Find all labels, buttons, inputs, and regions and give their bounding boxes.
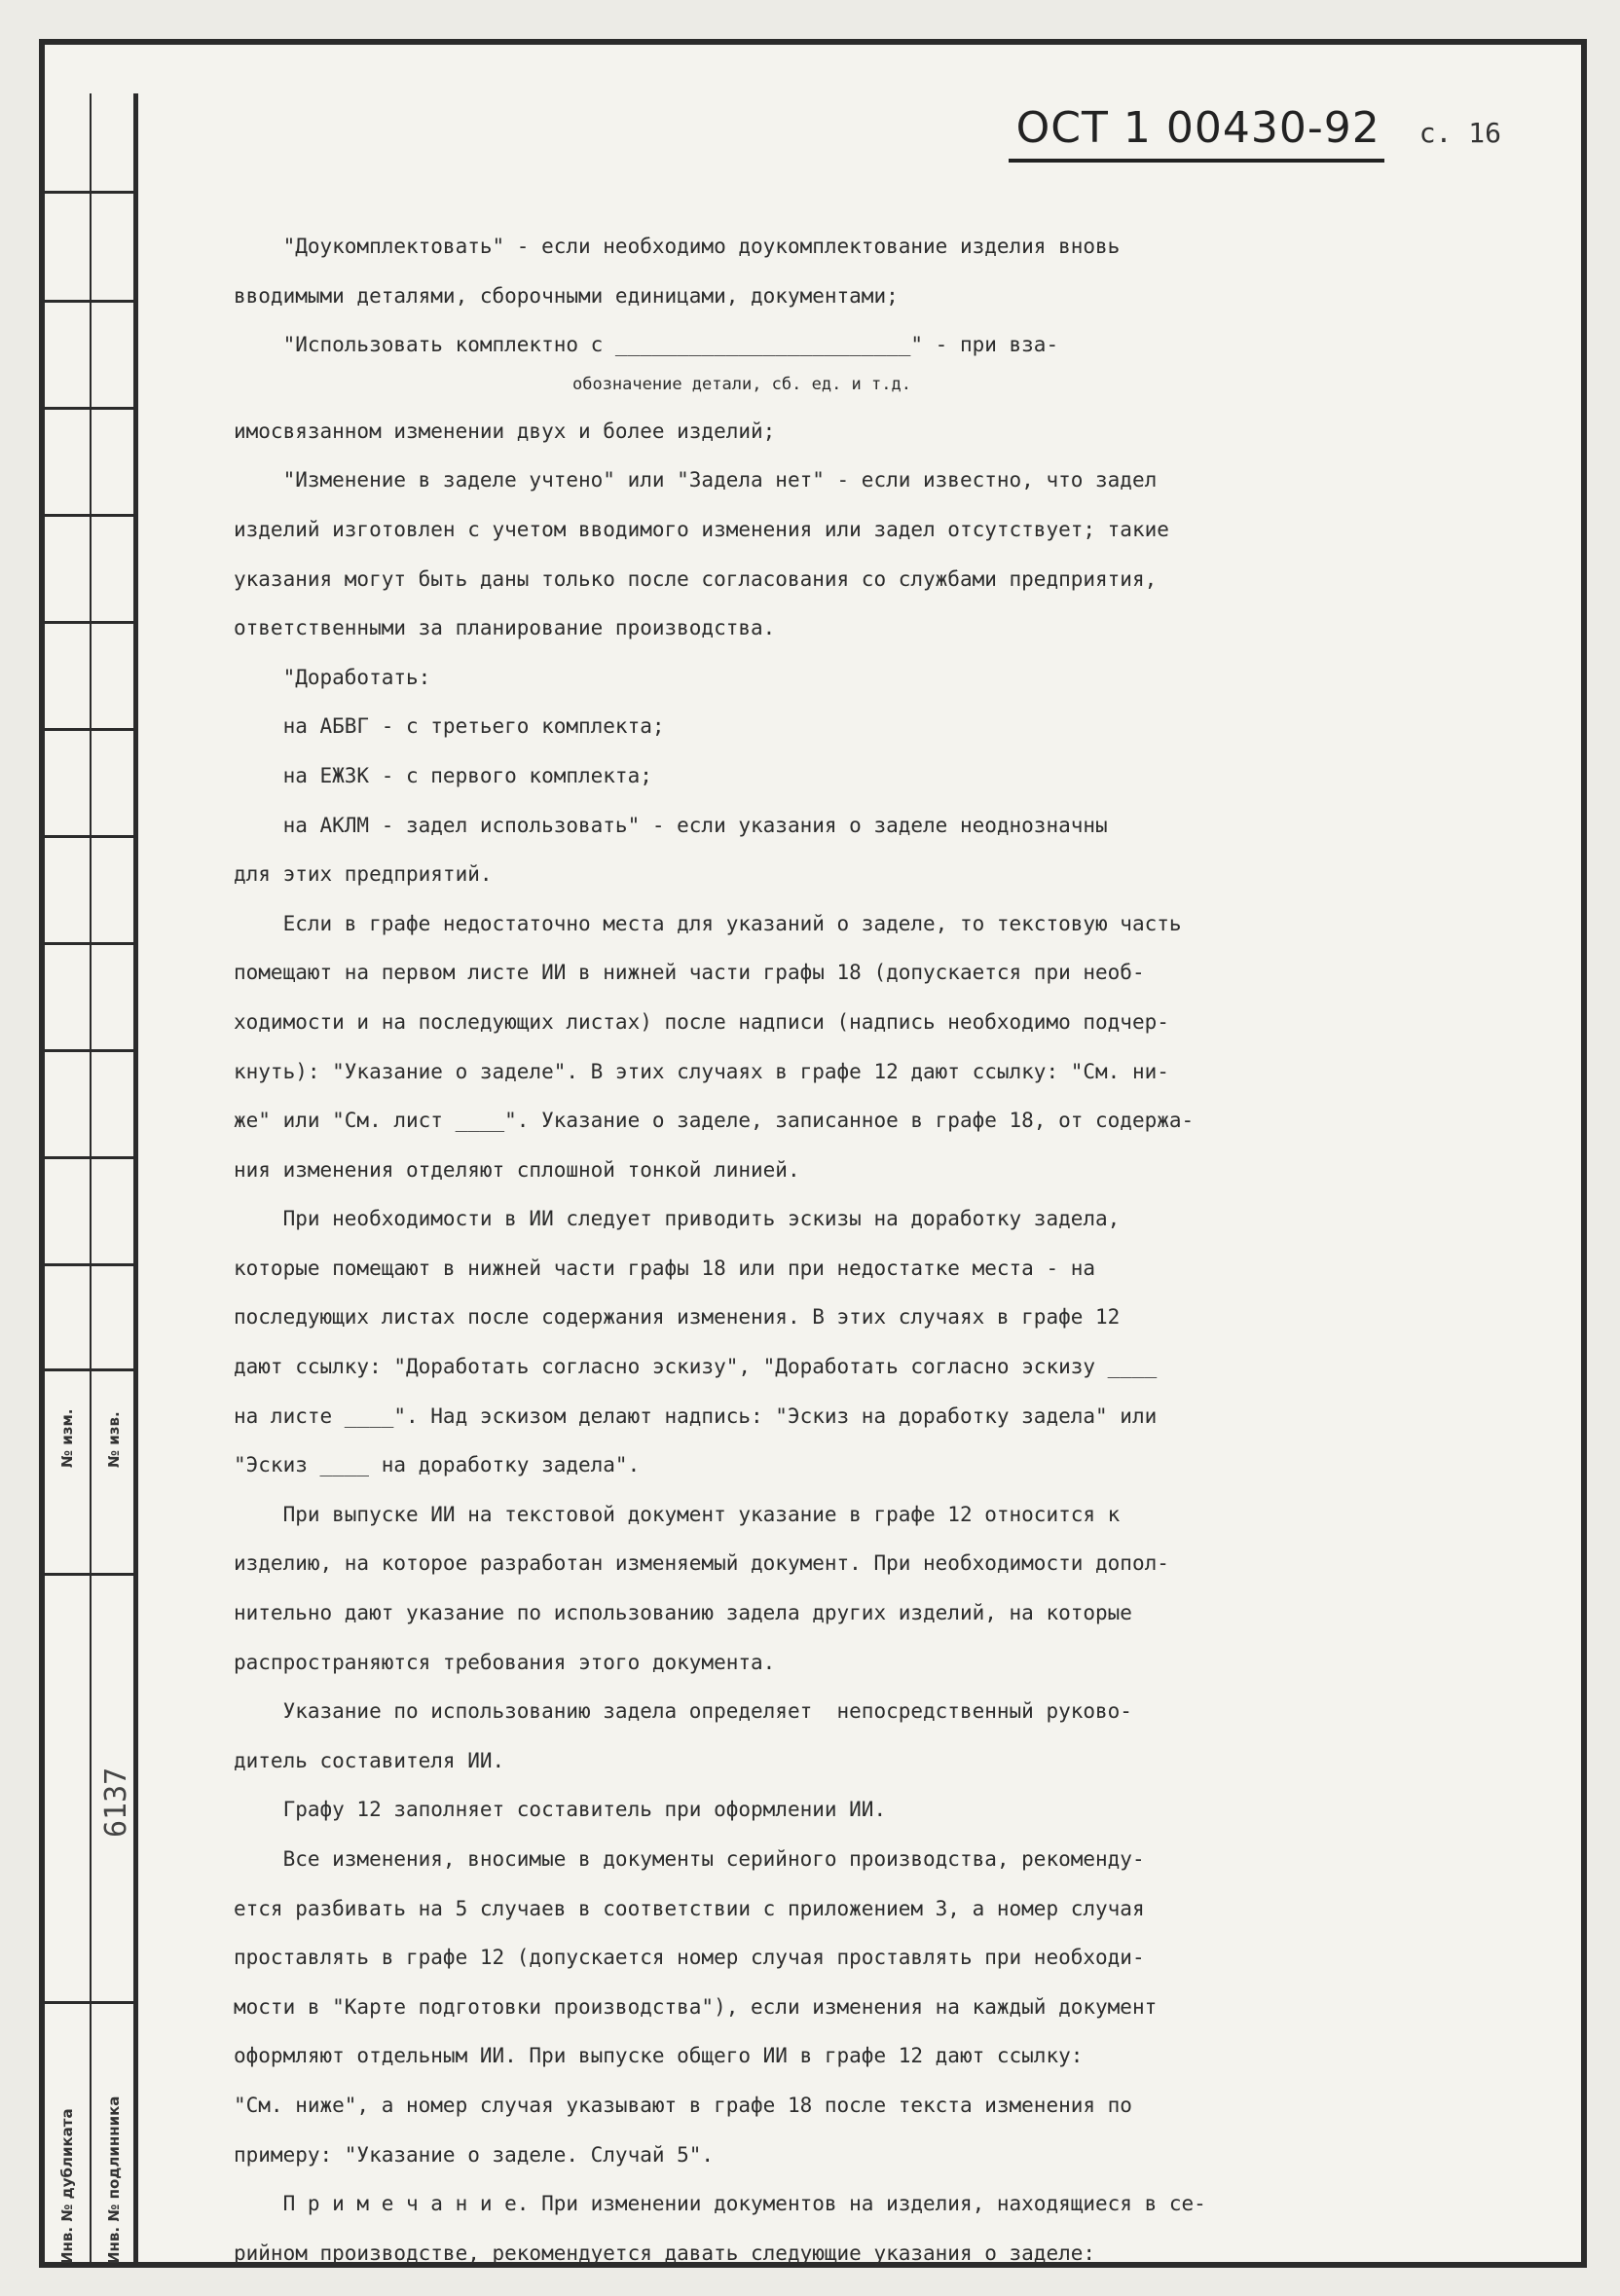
text-line: При необходимости в ИИ следует приводить эскизы на доработку задела,: [234, 1207, 1121, 1231]
text-line: "Использовать комплектно с ________________________" - при вза-: [234, 333, 1059, 357]
text-line: на листе ____". Над эскизом делают надпись: "Эскиз на доработку задела" или: [234, 1403, 1158, 1428]
frame-column-divider: [90, 93, 92, 2262]
text-line: обозначение детали, сб. ед. и т.д.: [234, 374, 911, 394]
text-line: ется разбивать на 5 случаев в соответствии с приложением 3, а номер случая: [234, 1896, 1145, 1920]
left-stamp-frame: [45, 93, 138, 2262]
text-line: которые помещают в нижней части графы 18 или при недостатке места - на: [234, 1256, 1096, 1280]
text-line: оформляют отдельным ИИ. При выпуске общего ИИ в графе 12 дают ссылку:: [234, 2044, 1084, 2068]
text-line: указания могут быть даны только после согласования со службами предприятия,: [234, 566, 1158, 591]
text-line: При выпуске ИИ на текстовой документ указание в графе 12 относится к: [234, 1502, 1121, 1526]
text-line: на ЕЖЗК - с первого комплекта;: [234, 763, 652, 787]
frame-row-divider: [45, 1573, 138, 1576]
page-number: с. 16: [1418, 117, 1501, 149]
text-line: дитель составителя ИИ.: [234, 1748, 505, 1772]
text-line: же" или "См. лист ____". Указание о заделе, записанное в графе 18, от содержа-: [234, 1109, 1195, 1133]
text-line: Все изменения, вносимые в документы серийного производства, рекоменду-: [234, 1847, 1145, 1871]
label-inv-duplicate: Инв. № дубликата: [58, 2108, 76, 2264]
text-line: помещают на первом листе ИИ в нижней части графы 18 (допускается при необ-: [234, 961, 1145, 985]
frame-row-divider: [45, 1156, 138, 1159]
text-line: кнуть): "Указание о заделе". В этих случаях в графе 12 дают ссылку: "См. ни-: [234, 1059, 1169, 1083]
frame-row-divider: [45, 514, 138, 517]
text-line: изделий изготовлен с учетом вводимого изменения или задел отсутствует; такие: [234, 517, 1169, 541]
text-line: "См. ниже", а номер случая указывают в графе 18 после текста изменения по: [234, 2093, 1132, 2117]
text-line: имосвязанном изменении двух и более изделий;: [234, 419, 776, 443]
text-line: "Доработать:: [234, 665, 431, 689]
text-line: ходимости и на последующих листах) после надписи (надпись необходимо подчер-: [234, 1009, 1169, 1034]
frame-row-divider: [45, 407, 138, 410]
frame-row-divider: [45, 1263, 138, 1266]
text-line: мости в "Карте подготовки производства"), если изменения на каждый документ: [234, 1994, 1158, 2019]
text-line: ответственными за планирование производства.: [234, 616, 776, 640]
frame-row-divider: [45, 728, 138, 731]
label-izv: № изв.: [105, 1411, 123, 1468]
inventory-number: 6137: [99, 1767, 133, 1838]
text-line: П р и м е ч а н и е. При изменении документов на изделия, находящиеся в се-: [234, 2192, 1206, 2216]
text-line: на АБВГ - с третьего комплекта;: [234, 714, 665, 739]
frame-row-divider: [45, 621, 138, 624]
text-line: Графу 12 заполняет составитель при оформлении ИИ.: [234, 1798, 887, 1822]
label-inv-original: Инв. № подлинника: [105, 2096, 123, 2264]
text-line: "Эскиз ____ на доработку задела".: [234, 1453, 641, 1477]
frame-row-divider: [45, 835, 138, 838]
frame-row-divider: [45, 2001, 138, 2004]
text-line: дают ссылку: "Доработать согласно эскизу", "Доработать согласно эскизу ____: [234, 1355, 1158, 1379]
frame-row-divider: [45, 300, 138, 303]
text-line: проставлять в графе 12 (допускается номер случая проставлять при необходи-: [234, 1946, 1145, 1970]
text-line: для этих предприятий.: [234, 862, 493, 887]
text-line: изделию, на которое разработан изменяемый документ. При необходимости допол-: [234, 1551, 1169, 1576]
text-line: последующих листах после содержания изменения. В этих случаях в графе 12: [234, 1305, 1121, 1330]
label-izm: № изм.: [58, 1408, 76, 1468]
frame-row-divider: [45, 1049, 138, 1052]
frame-row-divider: [45, 1368, 138, 1371]
text-line: Если в графе недостаточно места для указаний о заделе, то текстовую часть: [234, 911, 1182, 935]
page-header: [1009, 103, 1501, 163]
frame-row-divider: [45, 942, 138, 945]
text-line: примеру: "Указание о заделе. Случай 5".: [234, 2142, 715, 2167]
text-line: вводимыми деталями, сборочными единицами, документами;: [234, 283, 899, 308]
text-line: "Доукомплектовать" - если необходимо доукомплектование изделия вновь: [234, 235, 1121, 258]
text-line: рийном производстве, рекомендуется давать следующие указания о заделе:: [234, 2241, 1096, 2265]
document-body: [234, 222, 1451, 2278]
frame-row-divider: [45, 191, 138, 194]
text-line: нительно дают указание по использованию задела других изделий, на которые: [234, 1601, 1132, 1625]
document-number: ОСТ 1 00430-92: [1009, 103, 1384, 163]
text-line: "Изменение в заделе учтено" или "Задела нет" - если известно, что задел: [234, 468, 1158, 492]
text-line: ния изменения отделяют сплошной тонкой линией.: [234, 1157, 800, 1182]
text-line: на АКЛМ - задел использовать" - если указания о заделе неоднозначны: [234, 813, 1108, 837]
text-line: распространяются требования этого документа.: [234, 1650, 776, 1674]
text-line: Указание по использованию задела определяет непосредственный руково-: [234, 1699, 1132, 1724]
